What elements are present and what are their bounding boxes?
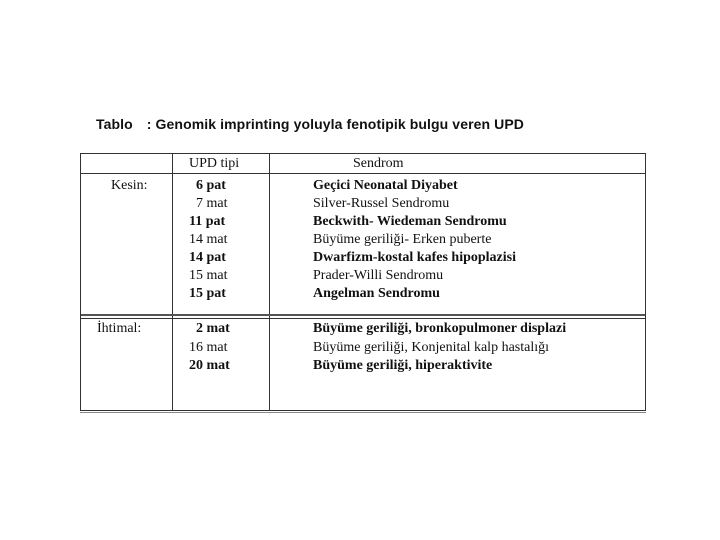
column-divider: [172, 154, 173, 410]
table-bottom-rule: [80, 412, 646, 413]
sendrom-cell: Büyüme geriliği- Erken puberte: [313, 232, 492, 247]
group-label-ihtimal: İhtimal:: [97, 321, 142, 336]
upd-cell: 2 mat: [196, 321, 230, 336]
sendrom-cell: Beckwith- Wiedeman Sendromu: [313, 214, 507, 229]
upd-table: [80, 153, 646, 411]
upd-cell: 7 mat: [196, 196, 228, 211]
upd-cell: 6 pat: [196, 178, 226, 193]
column-divider: [269, 154, 270, 410]
sendrom-cell: Prader-Willi Sendromu: [313, 268, 444, 283]
header-upd-tipi: UPD tipi: [189, 156, 240, 171]
upd-cell: 20 mat: [189, 358, 230, 373]
sendrom-cell: Silver-Russel Sendromu: [313, 196, 450, 211]
table-caption: [96, 116, 524, 132]
sendrom-cell: Büyüme geriliği, bronkopulmoner displazi: [313, 321, 567, 336]
group-label-kesin: Kesin:: [111, 178, 148, 193]
header-divider: [81, 173, 645, 174]
caption-label: Tablo: [96, 116, 133, 132]
sendrom-cell: Angelman Sendromu: [313, 286, 440, 301]
group-divider: [81, 314, 645, 316]
sendrom-cell: Büyüme geriliği, Konjenital kalp hastalığı: [313, 340, 550, 355]
sendrom-cell: Büyüme geriliği, hiperaktivite: [313, 358, 493, 373]
header-sendrom: Sendrom: [353, 156, 404, 171]
upd-cell: 14 mat: [189, 232, 228, 247]
sendrom-cell: Dwarfizm-kostal kafes hipoplazisi: [313, 250, 516, 265]
upd-cell: 15 pat: [189, 286, 226, 301]
upd-cell: 15 mat: [189, 268, 228, 283]
upd-cell: 16 mat: [189, 340, 228, 355]
upd-cell: 11 pat: [189, 214, 226, 229]
upd-cell: 14 pat: [189, 250, 226, 265]
sendrom-cell: Geçici Neonatal Diyabet: [313, 178, 458, 193]
caption-title: : Genomik imprinting yoluyla fenotipik bulgu veren UPD: [146, 116, 525, 132]
group-divider: [81, 318, 645, 319]
